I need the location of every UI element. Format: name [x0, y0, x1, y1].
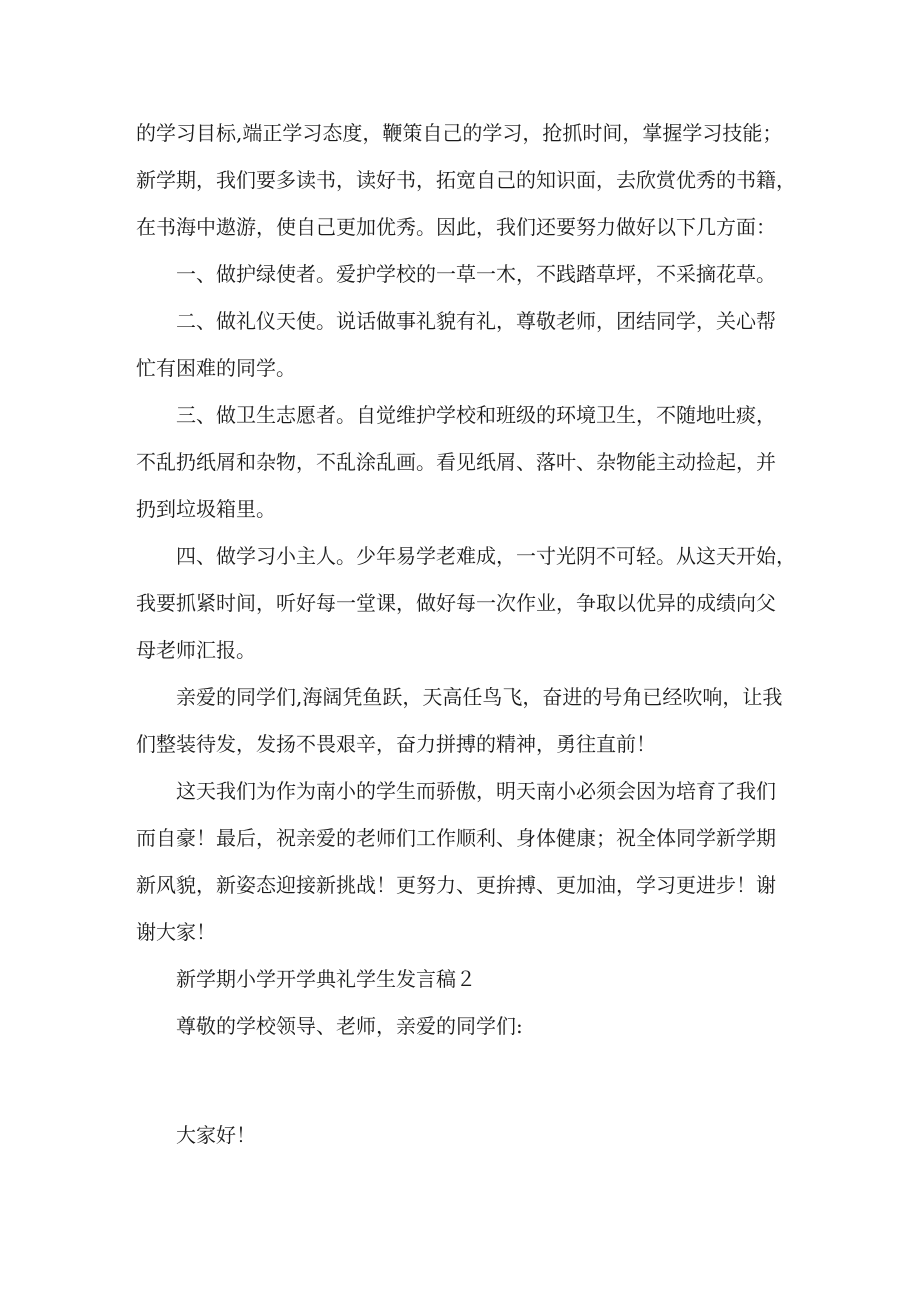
text-line: 而自豪！最后，祝亲爱的老师们工作顺利、身体健康；祝全体同学新学期	[136, 826, 776, 850]
text-line: 我要抓紧时间，听好每一堂课，做好每一次作业，争取以优异的成绩向父	[136, 591, 776, 615]
text-line: 新学期，我们要多读书，读好书，拓宽自己的知识面，去欣赏优秀的书籍，	[136, 168, 796, 192]
greeting: 大家好！	[176, 1123, 256, 1147]
greeting-block	[136, 1112, 796, 1159]
text-line: 忙有困难的同学。	[136, 356, 296, 380]
text-line: 三、做卫生志愿者。自觉维护学校和班级的环境卫生，不随地吐痰，	[176, 403, 776, 427]
text-line: 的学习目标,端正学习态度，鞭策自己的学习，抢抓时间，掌握学习技能；	[136, 121, 783, 145]
text-line: 母老师汇报。	[136, 638, 256, 662]
text-line: 亲爱的同学们,海阔凭鱼跃，天高任鸟飞，奋进的号角已经吹响，让我	[176, 685, 783, 709]
text-line: 这天我们为作为南小的学生而骄傲，明天南小必须会因为培育了我们	[176, 779, 776, 803]
text-line: 们整装待发，发扬不畏艰辛，奋力拼搏的精神，勇往直前！	[136, 732, 656, 756]
text-line: 不乱扔纸屑和杂物，不乱涂乱画。看见纸屑、落叶、杂物能主动捡起，并	[136, 450, 776, 474]
text-line: 一、做护绿使者。爱护学校的一草一木，不践踏草坪，不采摘花草。	[176, 262, 776, 286]
text-line: 新风貌，新姿态迎接新挑战！更努力、更拚搏、更加油，学习更进步！谢	[136, 873, 776, 897]
text-line: 扔到垃圾箱里。	[136, 497, 276, 521]
text-line: 四、做学习小主人。少年易学老难成，一寸光阴不可轻。从这天开始，	[176, 544, 796, 568]
text-line: 在书海中遨游，使自己更加优秀。因此，我们还要努力做好以下几方面：	[136, 215, 776, 239]
document-body	[136, 110, 796, 1050]
text-line: 二、做礼仪天使。说话做事礼貌有礼，尊敬老师，团结同学，关心帮	[176, 309, 776, 333]
section-title: 新学期小学开学典礼学生发言稿２	[176, 967, 476, 991]
salutation: 尊敬的学校领导、老师，亲爱的同学们:	[176, 1014, 523, 1038]
text-line: 谢大家！	[136, 920, 216, 944]
